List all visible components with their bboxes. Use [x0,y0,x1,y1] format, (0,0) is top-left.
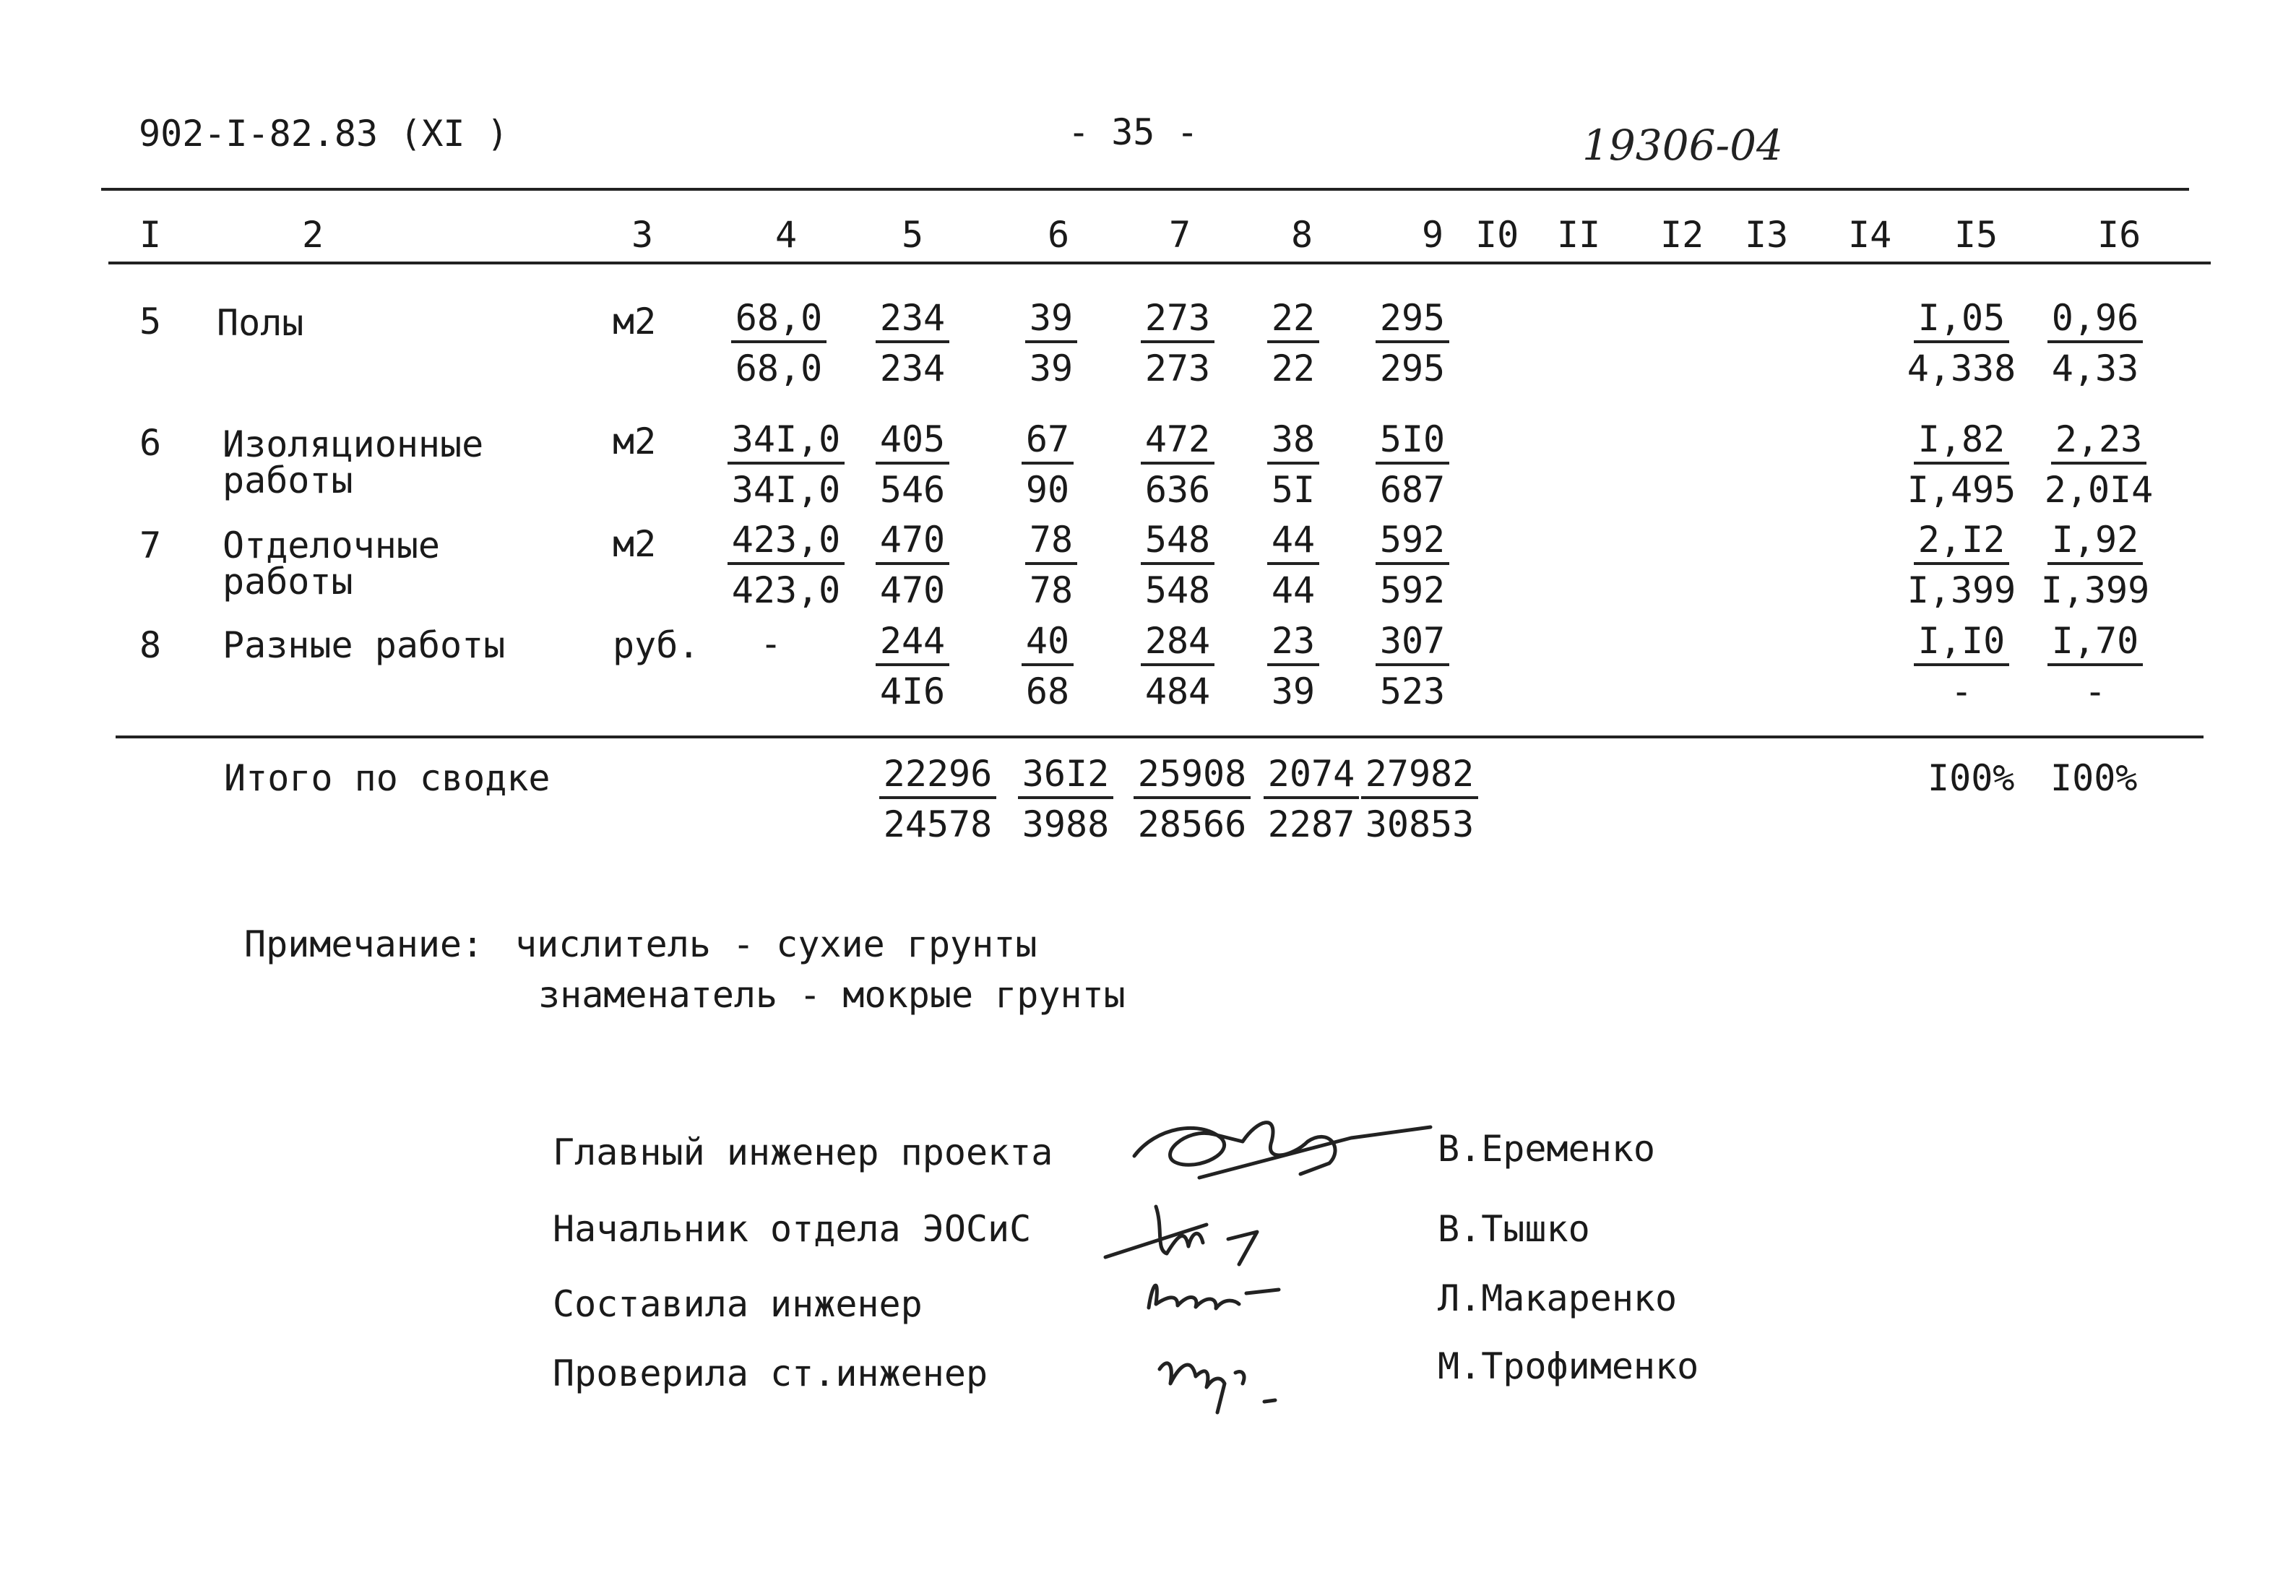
cell-col5: 405 546 [840,421,985,508]
row-unit: м2 [613,523,657,565]
cell-col8: 44 44 [1221,522,1365,608]
col-num-1: I [139,214,162,256]
row-number: 5 [139,301,162,342]
row-number: 6 [139,422,162,464]
cell-col6: 39 39 [979,300,1123,387]
row-name: Полы [217,302,304,344]
row-name: Разные работы [223,624,506,666]
cell-col5: 244 4I6 [840,623,985,709]
signature-role: Главный инженер проекта [553,1131,1053,1173]
col-num-5: 5 [902,214,924,256]
signature-handwritten [1149,1333,1293,1420]
cell-col7: 548 548 [1105,522,1250,608]
col-num-10: I0 [1475,214,1519,256]
cell-col16: I,70 - [2023,623,2167,709]
col-num-6: 6 [1048,214,1070,256]
cell-col15: I,I0 - [1889,623,2034,709]
document-code: 902-I-82.83 (XI ) [139,113,509,155]
cell-col6: 67 90 [975,421,1120,508]
cell-col16: 0,96 4,33 [2023,300,2167,387]
cell-col6: 78 78 [979,522,1123,608]
cell-col4: 34I,0 34I,0 [714,421,858,508]
cell-col8: 38 5I [1221,421,1365,508]
cell-col4: 423,0 423,0 [714,522,858,608]
cell-col7: 472 636 [1105,421,1250,508]
cell-col16: 2,23 2,0I4 [2044,418,2154,511]
col-num-16: I6 [2097,214,2141,256]
row-name: Отделочные [223,525,441,566]
signature-name: В.Еременко [1438,1128,1656,1170]
row-name: Изоляционные [223,423,484,465]
col-num-2: 2 [302,214,324,256]
total-col9: 27982 30853 [1347,756,1492,842]
archive-number: 19306-04 [1582,121,1783,170]
signature-name: Л.Макаренко [1438,1277,1678,1319]
total-label: Итого по сводке [224,757,551,799]
cell-col15: 2,I2 I,399 [1907,519,2016,611]
cell-col9: 592 592 [1340,522,1485,608]
cell-col9: 295 295 [1340,300,1485,387]
total-col5: 22296 24578 [862,756,1014,842]
cell-col15: I,82 I,495 [1907,418,2016,511]
total-col8: 2074 2287 [1239,756,1384,842]
row-name-cont: работы [223,460,353,501]
col-num-11: II [1557,214,1601,256]
col-num-8: 8 [1291,214,1313,256]
row-number: 8 [139,624,162,666]
note-line-denominator: знаменатель - мокрые грунты [538,974,1126,1016]
cell-col7: 284 484 [1105,623,1250,709]
header-bottom-rule [108,262,2211,264]
row-name-cont: работы [223,561,353,603]
signature-handwritten [1138,1261,1297,1326]
cell-col4: - [760,623,782,665]
col-num-7: 7 [1169,214,1191,256]
page-number: - 35 - [1068,111,1199,153]
col-num-3: 3 [631,214,654,256]
total-col7: 25908 28566 [1120,756,1264,842]
col-num-15: I5 [1954,214,1998,256]
col-num-12: I2 [1660,214,1704,256]
total-rule [116,736,2204,738]
row-unit: м2 [613,301,657,342]
col-num-13: I3 [1745,214,1789,256]
col-num-14: I4 [1848,214,1892,256]
note-line-numerator: числитель - сухие грунты [515,923,1037,965]
cell-col15: I,05 4,338 [1907,297,2016,389]
signature-name: М.Трофименко [1438,1345,1699,1387]
signature-handwritten [1098,1178,1286,1272]
cell-col4: 68,0 68,0 [707,300,851,387]
col-num-9: 9 [1422,214,1444,256]
cell-col5: 470 470 [840,522,985,608]
signature-name: В.Тышко [1438,1208,1590,1250]
col-num-4: 4 [775,214,798,256]
row-unit: м2 [613,420,657,462]
cell-col6: 40 68 [975,623,1120,709]
total-col6: 36I2 3988 [993,756,1138,842]
table-top-rule [101,188,2189,191]
cell-col8: 22 22 [1221,300,1365,387]
cell-col7: 273 273 [1105,300,1250,387]
row-number: 7 [139,525,162,566]
cell-col9: 5I0 687 [1340,421,1485,508]
signature-role: Составила инженер [553,1283,923,1325]
cell-col16: I,92 I,399 [2040,519,2150,611]
cell-col5: 234 234 [840,300,985,387]
note-label: Примечание: [244,923,484,965]
total-col16: I00% [2050,757,2138,799]
total-col15: I00% [1928,757,2015,799]
row-unit: руб. [613,624,700,666]
cell-col8: 23 39 [1221,623,1365,709]
signature-role: Проверила ст.инженер [553,1353,988,1394]
signature-role: Начальник отдела ЭОСиС [553,1208,1032,1250]
cell-col9: 307 523 [1340,623,1485,709]
